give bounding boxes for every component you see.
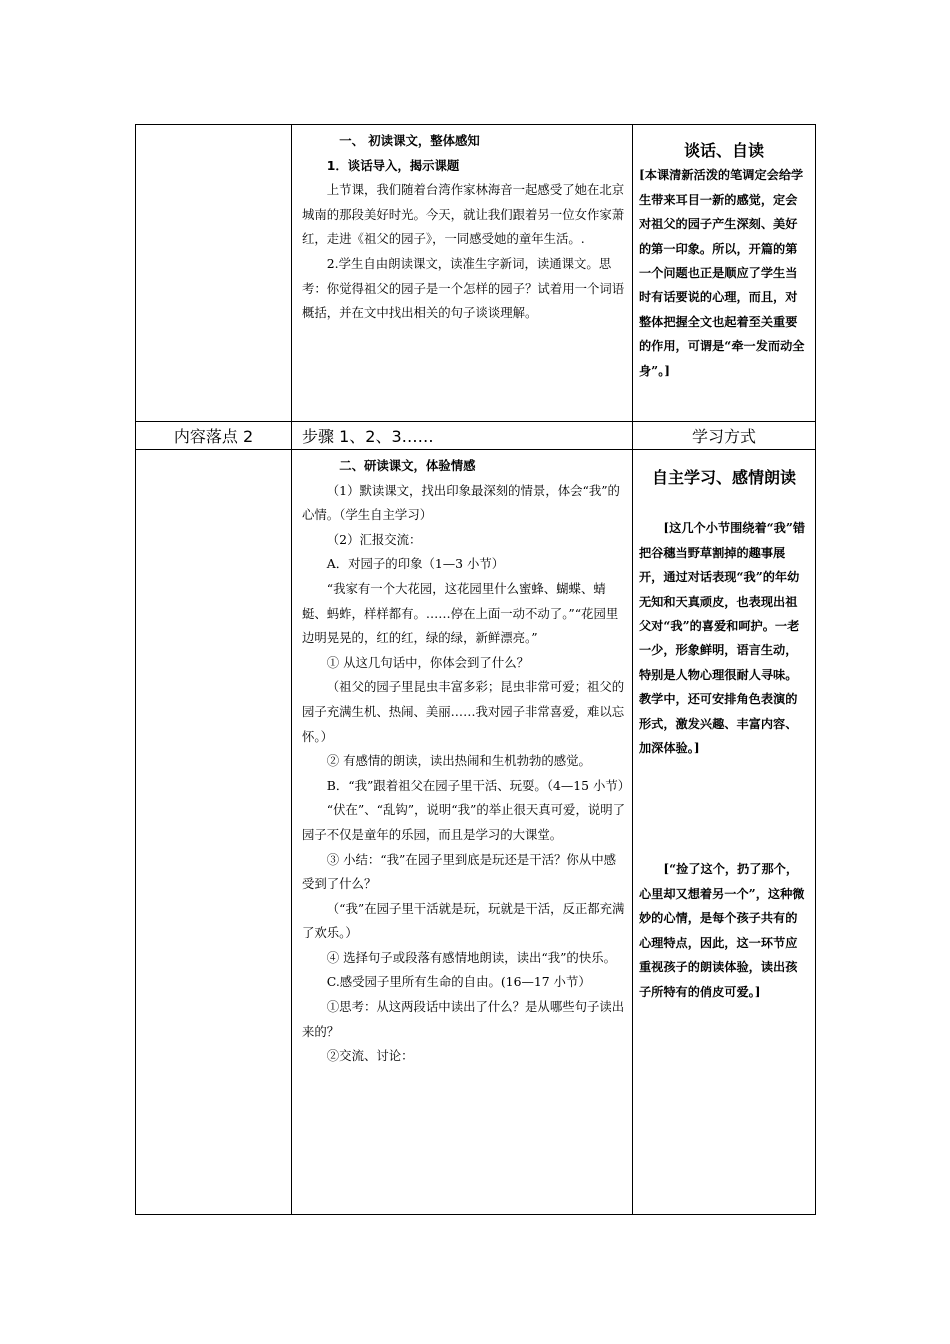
row2-note-cell [633, 450, 816, 1215]
section-one-heading: 一、 初读课文，整体感知 [339, 133, 480, 148]
steps-label: 步骤 1、2、3…… [292, 422, 633, 450]
row2-note-1: [这几个小节围绕着“我”错把谷穗当野草割掉的趣事展开，通过对话表现“我”的年幼无知和天真顽皮，也表现出祖父对“我”的喜爱和呵护。一老一少，形象鲜明，语言生动，特别是人物心理很耐人寻味。教学中，还可安排角色表演的形式，激发兴趣、丰富内容、加深体验。] [639, 521, 806, 756]
line-4: “我家有一个大花园，这花园里什么蜜蜂、蝴蝶、蜻蜓、蚂蚱，样样都有。……停在上面一动不动了。”“花园里边明晃晃的，红的红，绿的绿，新鲜漂亮。” [302, 580, 619, 646]
row1-left-cell [136, 125, 292, 422]
line-14: ①思考：从这两段话中读出了什么？是从哪些句子读出来的？ [302, 999, 625, 1039]
line-12: ④ 选择句子或段落有感情地朗读，读出“我”的快乐。 [326, 949, 616, 965]
line-7: ② 有感情的朗读，读出热闹和生机勃勃的感觉。 [326, 753, 591, 769]
line-2: （2）汇报交流： [326, 531, 422, 547]
step-1-heading: 1．谈话导入，揭示课题 [326, 157, 460, 173]
row-section-two [136, 450, 816, 1215]
row2-steps-cell [292, 450, 633, 1215]
line-15: ②交流、讨论： [326, 1048, 414, 1064]
line-13: C.感受园子里所有生命的自由。(16—17 小节） [326, 974, 591, 990]
section-two-heading: 二、研读课文，体验情感 [339, 458, 476, 473]
line-1: （1）默读课文，找出印象最深刻的情景，体会“我”的心情。（学生自主学习） [302, 482, 620, 523]
step-2-text: 2.学生自由朗读课文，读准生字新词，读通课文。思考：你觉得祖父的园子是一个怎样的园子？试着用一个词语概括，并在文中找出相关的句子谈谈理解。 [302, 255, 625, 321]
line-6: （祖父的园子里昆虫丰富多彩；昆虫非常可爱；祖父的园子充满生机、热闹、美丽……我对园子非常喜爱，难以忘怀。） [302, 679, 625, 744]
row-header [136, 422, 816, 450]
step-1-text: 上节课，我们随着台湾作家林海音一起感受了她在北京城南的那段美好时光。今天，就让我们跟着另一位女作家萧红，走进《祖父的园子》，一同感受她的童年生活。. [302, 182, 625, 247]
line-11: （“我”在园子里干活就是玩，玩就是干活，反正都充满了欢乐。） [302, 900, 625, 941]
row2-mode: 自主学习、感情朗读 [651, 468, 796, 487]
line-9: “伏在”、“乱钩”，说明“我”的举止很天真可爱，说明了园子不仅是童年的乐园，而且是学习的大课堂。 [302, 802, 626, 842]
row1-note-cell [633, 125, 816, 422]
line-5: ① 从这几句话中，你体会到了什么？ [326, 654, 529, 670]
learning-mode-label: 学习方式 [633, 422, 816, 450]
line-8: B．“我”跟着祖父在园子里干活、玩耍。（4—15 小节） [326, 777, 631, 793]
row1-mode: 谈话、自读 [683, 141, 764, 160]
row1-note: [本课清新活泼的笔调定会给学生带来耳目一新的感觉，定会对祖父的园子产生深刻、美好的第一印象。所以，开篇的第一个问题也正是顺应了学生当时有话要说的心理，而且，对整体把握全文也起着至关重要的作用，可谓是“牵一发而动全身”。] [639, 168, 805, 378]
row2-left-cell [136, 450, 292, 1215]
lesson-plan-table [135, 124, 816, 1215]
content-point-label: 内容落点 2 [136, 422, 292, 450]
line-3: A．对园子的印象（1—3 小节） [326, 556, 505, 572]
row-section-one [136, 125, 816, 422]
row1-steps-cell [292, 125, 633, 422]
line-10: ③ 小结：“我”在园子里到底是玩还是干活？你从中感受到了什么？ [302, 851, 616, 892]
row2-note-2: [“捡了这个，扔了那个，心里却又想着另一个”，这种微妙的心情，是每个孩子共有的心理特点，因此，这一环节应重视孩子的朗读体验，读出孩子所特有的俏皮可爱。] [639, 862, 805, 999]
